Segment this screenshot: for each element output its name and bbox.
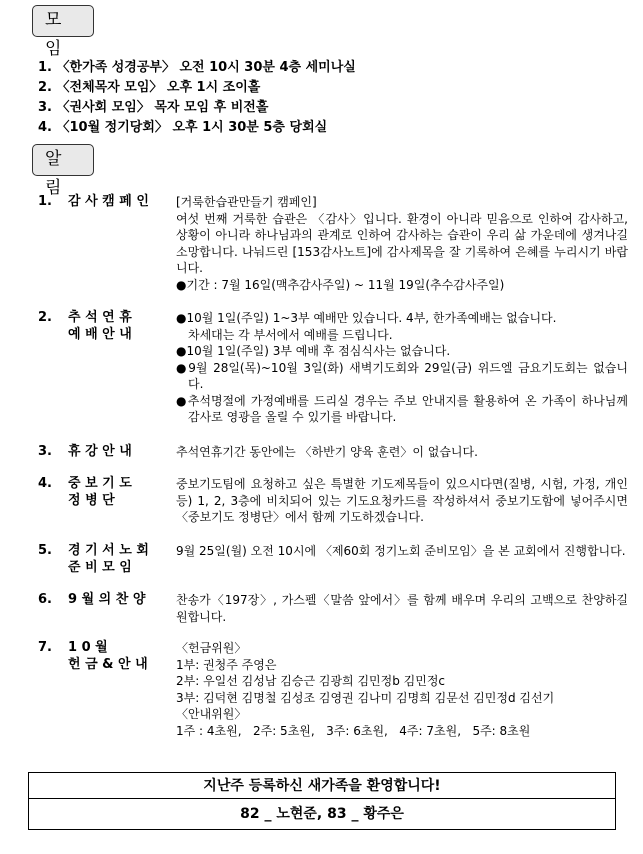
notice-line: [거룩한습관만들기 캠페인] — [176, 195, 317, 209]
schedule-item: 3. 〈권사회 모임〉 목자 모임 후 비전홀 — [38, 100, 269, 115]
notice-number: 7. — [38, 640, 52, 655]
notice-item — [38, 592, 628, 628]
notice-label-line: 예 배 안 내 — [68, 326, 132, 342]
notice-line: 〈안내위원〉 — [176, 707, 247, 721]
notice-line: ●추석명절에 가정예배를 드리실 경우는 주보 안내지를 활용하여 온 가족이 하나님께 감사로 영광을 올릴 수 있기를 바랍니다. — [176, 393, 628, 424]
welcome-box — [28, 772, 616, 830]
notice-label-line: 헌 금 & 안 내 — [68, 656, 148, 672]
notice-item — [38, 476, 628, 530]
notice-number: 2. — [38, 310, 52, 325]
notice-label-line: 휴 강 안 내 — [68, 444, 132, 459]
notice-number: 3. — [38, 444, 52, 459]
notice-body — [176, 310, 628, 426]
schedule-item: 2. 〈전체목자 모임〉 오후 1시 조이홀 — [38, 80, 261, 95]
notice-label-line: 9 월 의 찬 양 — [68, 592, 146, 607]
notice-body — [176, 476, 628, 526]
schedule-list — [38, 58, 618, 138]
notice-line: 1부: 권청주 주영은 — [176, 657, 277, 672]
notice-body — [176, 543, 628, 560]
notice-body — [176, 194, 628, 293]
allim-section-title: 알 림 — [32, 144, 94, 176]
notice-line: ●9월 28일(목)~10월 3일(화) 새벽기도회와 29일(금) 위드엘 금요기도회는 없습니다. — [176, 360, 628, 391]
notice-line: 찬송가〈197장〉, 가스펠〈말씀 앞에서〉를 함께 배우며 우리의 고백으로 찬양하길 원합니다. — [176, 593, 628, 624]
notice-item — [38, 310, 628, 428]
notice-line: 중보기도팀에 요청하고 싶은 특별한 기도제목들이 있으시다면(질병, 시험, 가정, 개인 등) 1, 2, 3층에 비치되어 있는 기도요청카드를 작성하셔서 중보기도함에 넣어주시면 〈중보기도 정병단〉에서 함께 기도하겠습니다. — [176, 477, 628, 524]
notice-line: 2부: 우일선 김성남 김승근 김광희 김민정b 김민정c — [176, 674, 446, 688]
notice-label-line: 정 병 단 — [68, 492, 115, 508]
notice-line: 여섯 번째 거룩한 습관은 〈감사〉입니다. 환경이 아니라 믿음으로 인하여 감사하고, 상황이 아니라 하나님과의 관계로 인하여 감사하는 습관이 우리 삶 가운데에 생겨나길 소망합니다. 나눠드린 [153감사노트]에 감사제목을 잘 기록하여 은혜를 누리시기 바랍니다. — [176, 211, 628, 275]
notice-item — [38, 444, 628, 464]
notice-label-line: 중 보 기 도 — [68, 476, 132, 491]
notice-item — [38, 194, 628, 294]
welcome-heading: 지난주 등록하신 새가족을 환영합니다! — [29, 773, 615, 799]
notice-number: 4. — [38, 476, 52, 491]
notice-line: 차세대는 각 부서에서 예배를 드립니다. — [188, 327, 393, 342]
notice-number: 5. — [38, 543, 52, 558]
moim-section-title: 모 임 — [32, 5, 94, 37]
schedule-item: 1. 〈한가족 성경공부〉 오전 10시 30분 4층 세미나실 — [38, 60, 356, 75]
notice-label-line: 추 석 연 휴 — [68, 310, 132, 325]
notice-line: 3부: 김덕현 김명철 김성조 김영권 김나미 김명희 김문선 김민정d 김선기 — [176, 690, 555, 705]
notice-body — [176, 640, 628, 739]
notice-item — [38, 640, 628, 742]
notice-label-line: 감 사 캠 페 인 — [68, 194, 149, 209]
notice-item — [38, 543, 628, 579]
notice-label-line: 준 비 모 임 — [68, 559, 132, 575]
notice-label-line: 경 기 서 노 회 — [68, 543, 149, 558]
notice-label-line: 1 0 월 — [68, 640, 108, 655]
notice-body — [176, 592, 628, 625]
notice-line: ●기간 : 7월 16일(맥추감사주일) ~ 11월 19일(추수감사주일) — [176, 277, 505, 292]
notice-line: 추석연휴기간 동안에는 〈하반기 양육 훈련〉이 없습니다. — [176, 445, 478, 459]
notice-line: ●10월 1일(주일) 3부 예배 후 점심식사는 없습니다. — [176, 344, 451, 358]
notice-line: 1주 : 4초원, 2주: 5초원, 3주: 6초원, 4주: 7초원, 5주: 8초원 — [176, 723, 531, 738]
notice-number: 1. — [38, 194, 52, 209]
schedule-item: 4. 〈10월 정기당회〉 오후 1시 30분 5층 당회실 — [38, 120, 328, 135]
notice-body — [176, 444, 628, 461]
notice-line: 9월 25일(월) 오전 10시에 〈제60회 정기노회 준비모임〉을 본 교회에서 진행합니다. — [176, 544, 626, 558]
notice-line: ●10월 1일(주일) 1~3부 예배만 있습니다. 4부, 한가족예배는 없습니다. — [176, 311, 557, 325]
notice-line: 〈헌금위원〉 — [176, 641, 247, 655]
welcome-names: 82 _ 노현준, 83 _ 황주은 — [240, 806, 404, 822]
notice-number: 6. — [38, 592, 52, 607]
